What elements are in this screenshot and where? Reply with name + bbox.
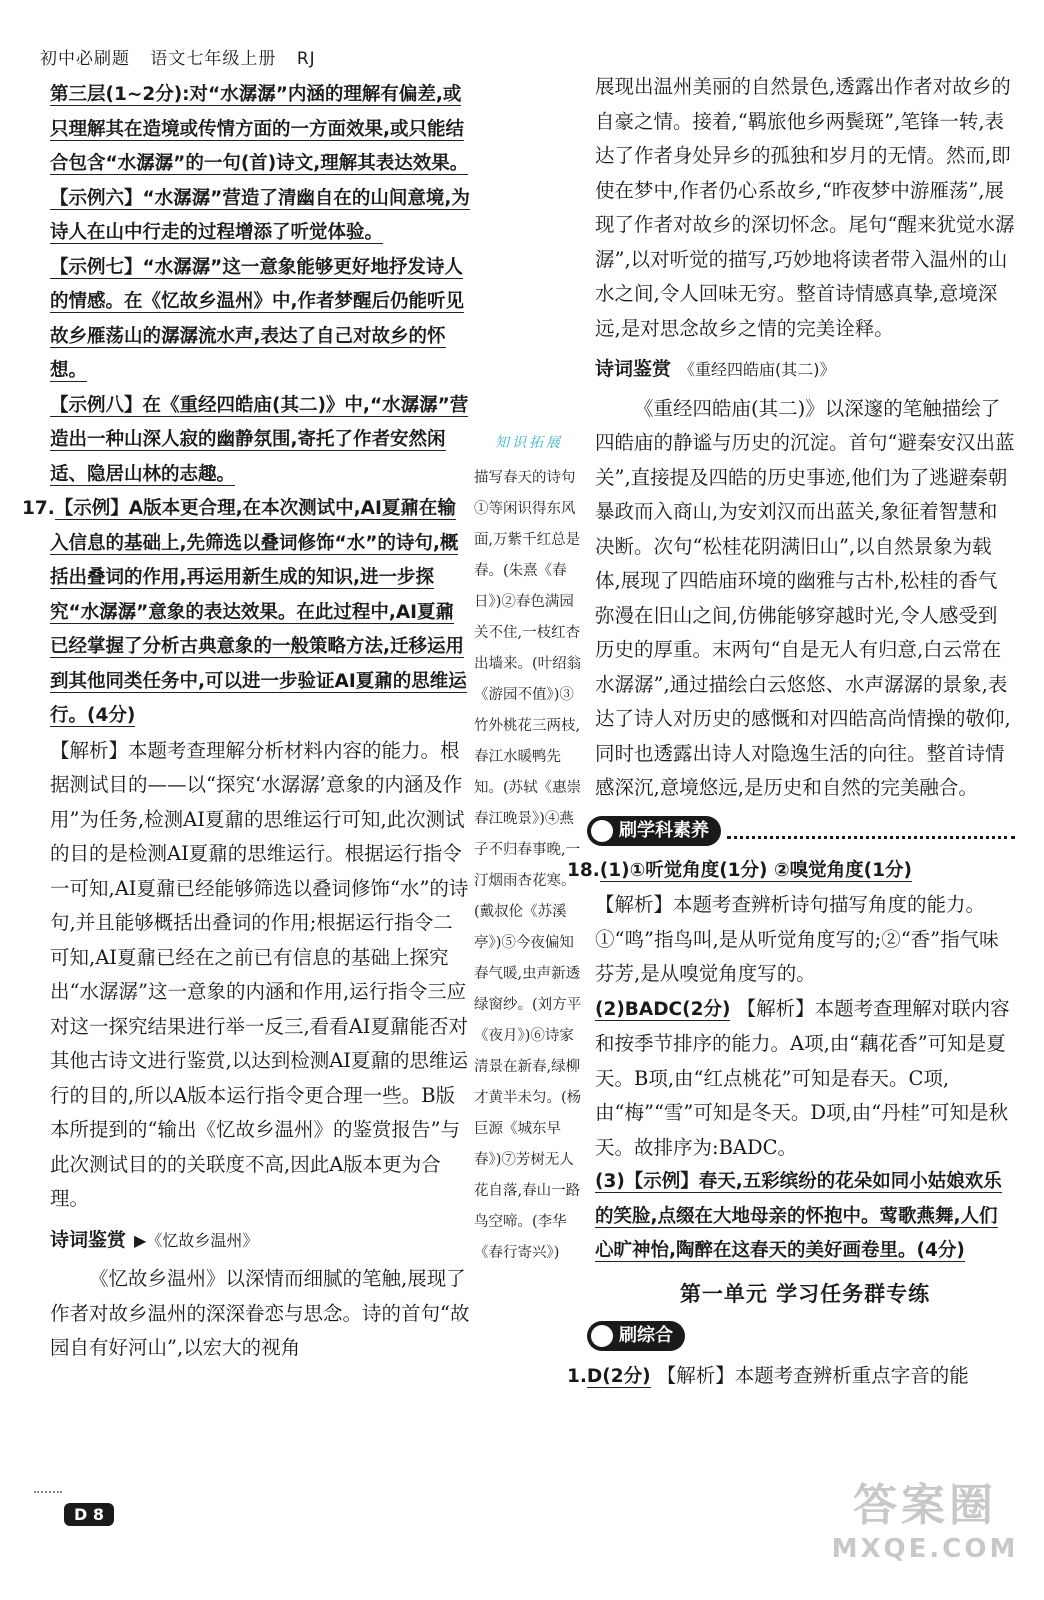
q1-number: 1. [567,1366,587,1387]
poem-appreciation-heading: 诗词鉴赏 ▶《忆故乡温州》 [50,1228,259,1251]
poem2-text: 《重经四皓庙(其二)》以深邃的笔触描绘了四皓庙的静谧与历史的沉淀。首句“避秦安汉出蓝关”,直接提及四皓的历史事迹,他们为了逃避秦朝暴政而入商山,为安刘汉而出蓝关,象征着智慧和决断。次句“松桂花阴满旧山”,以自然景象为载体,展现了四皓庙环境的幽雅与古朴,松桂的香气弥漫在旧山之间,仿佛能够穿越时光,令人感受到历史的厚重。末两句“自是无人有归意,白云常在水潺潺”,通过描绘白云悠悠、水声潺潺的景象,表达了诗人对历史的感慨和对四皓高尚情操的敬仰,同时也透露出诗人对隐逸生活的向往。整首诗情感深沉,意境悠远,是历史和自然的完美融合。 [595,396,1015,799]
q18-number: 18. [567,859,600,881]
section-banner-comprehensive: 刷综合 [587,1321,1015,1351]
example-eight: 【示例八】在《重经四皓庙(其二)》中,“水潺潺”营造出一种山深人寂的幽静氛围,寄托了作者安然闲适、隐居山林的志趣。 [50,394,469,485]
q17-number: 17. [22,498,55,519]
example-seven: 【示例七】“水潺潺”这一意象能够更好地抒发诗人的情感。在《忆故乡温州》中,作者梦醒后仍能听见故乡雁荡山的潺潺流水声,表达了自己对故乡的怀想。 [50,256,465,381]
right-column [567,70,1015,1395]
knowledge-sidebar [474,428,584,1269]
page-number: D 8 [64,1503,114,1526]
q18-part2-analysis: 【解析】本题考查理解对联内容和按季节排序的能力。A项,由“藕花香”可知是夏天。B项,由“红点桃花”可知是春天。C项,由“梅”“雪”可知是冬天。D项,由“丹桂”可知是秋天。故排序为:BADC。 [595,996,1010,1159]
poem2-heading: 诗词鉴赏 《重经四皓庙(其二)》 [595,358,836,380]
q17-answer: 17.【示例】A版本更合理,在本次测试中,AI夏鼐在输入信息的基础上,先筛选以叠词修饰“水”的诗句,概括出叠词的作用,再运用新生成的知识,进一步探究“水潺潺”意象的表达效果。在此过程中,AI夏鼐已经掌握了分析古典意象的一般策略方法,迁移运用到其他同类任务中,可以进一步验证AI夏鼐的思维运行。(4分) [22,498,467,726]
q18-part3: (3)【示例】春天,五彩缤纷的花朵如同小姑娘欢乐的笑脸,点缀在大地母亲的怀抱中。莺歌燕舞,人们心旷神怡,陶醉在这春天的美好画卷里。(4分) [595,1171,1002,1261]
poem-appreciation-text: 《忆故乡温州》以深情而细腻的笔触,展现了作者对故乡温州的深深眷恋与思念。诗的首句“故园自有好河山”,以宏大的视角 [50,1267,470,1359]
brush-icon [591,820,613,842]
left-column [22,78,470,1366]
watermark: 答案圈 MXQE.COM [831,1480,1019,1564]
q18-part1-analysis: 【解析】本题考查辨析诗句描写角度的能力。①“鸣”指鸟叫,是从听觉角度写的;②“香”指气味芬芳,是从嗅觉角度写的。 [595,893,999,985]
subject-name: 语文七年级上册 [150,49,277,69]
sidebar-text: 描写春天的诗句 ①等闲识得东风面,万紫千红总是春。(朱熹《春日》)②春色满园关不住,一枝红杏出墙来。(叶绍翁《游园不值》)③竹外桃花三两枝,春江水暖鸭先知。(苏轼《惠崇春江晚景》)④燕子不归春事晚,一汀烟雨杏花寒。(戴叔伦《苏溪亭》)⑤今夜偏知春气暖,虫声新透绿窗纱。(刘方平《夜月》)⑥诗家清景在新春,绿柳才黄半未匀。(杨巨源《城东早春》)⑦芳树无人花自落,春山一路鸟空啼。(李华《春行寄兴》) [474,470,582,1261]
edition-code: RJ [296,49,316,69]
q18-part1: 18.(1)①听觉角度(1分) ②嗅觉角度(1分) [567,859,912,881]
q18-part2 [595,992,1015,1166]
example-six: 【示例六】“水潺潺”营造了清幽自在的山间意境,为诗人在山中行走的过程增添了听觉体验。 [50,187,470,243]
q18-part2-answer: (2)BADC(2分) [595,998,731,1020]
page-footer [34,1505,114,1524]
section-banner-literacy: 刷学科素养 [587,816,1015,846]
q1-answer: 1.D(2分) 【解析】本题考查辨析重点字音的能 [567,1364,969,1387]
poem2-title: 《重经四皓庙(其二)》 [679,360,836,379]
layer3-criteria: 第三层(1~2分):对“水潺潺”内涵的理解有偏差,或只理解其在造境或传情方面的一方面效果,或只能结合包含“水潺潺”的一句(首)诗文,理解其表达效果。 [50,84,469,174]
series-name: 初中必刷题 [40,49,130,69]
q17-analysis: 【解析】本题考查理解分析材料内容的能力。根据测试目的——以“探究‘水潺潺’意象的内涵及作用”为任务,检测AI夏鼐的思维运行可知,此次测试的目的是检测AI夏鼐的思维运行。根据运行指令一可知,AI夏鼐已经能够筛选以叠词修饰“水”的诗句,并且能够概括出叠词的作用;根据运行指令二可知,AI夏鼐已经在之前已有信息的基础上探究出“水潺潺”这一意象的内涵和作用,运行指令三应对这一探究结果进行举一反三,看看AI夏鼐能否对其他古诗文进行鉴赏,以达到检测AI夏鼐的思维运行的目的,所以A版本运行指令更合理一些。B版本所提到的“输出《忆故乡温州》的鉴赏报告”与此次测试目的的关联度不高,因此A版本更为合理。 [50,738,469,1210]
unit-title: 第一单元 学习任务群专练 [679,1281,931,1306]
poem-title: ▶《忆故乡温州》 [134,1230,259,1250]
page-header [40,44,330,69]
brush-icon [591,1325,613,1347]
poem-appreciation-continued: 展现出温州美丽的自然景色,透露出作者对故乡的自豪之情。接着,“羁旅他乡两鬓斑”,笔锋一转,表达了作者身处异乡的孤独和岁月的无情。然而,即使在梦中,作者仍心系故乡,“昨夜梦中游雁荡”,展现了作者对故乡的深切怀念。尾句“醒来犹觉水潺潺”,以对听觉的描写,巧妙地将读者带入温州的山水之间,令人回味无穷。整首诗情感真挚,意境深远,是对思念故乡之情的完美诠释。 [595,75,1015,340]
sidebar-title: 知识拓展 [495,435,563,451]
